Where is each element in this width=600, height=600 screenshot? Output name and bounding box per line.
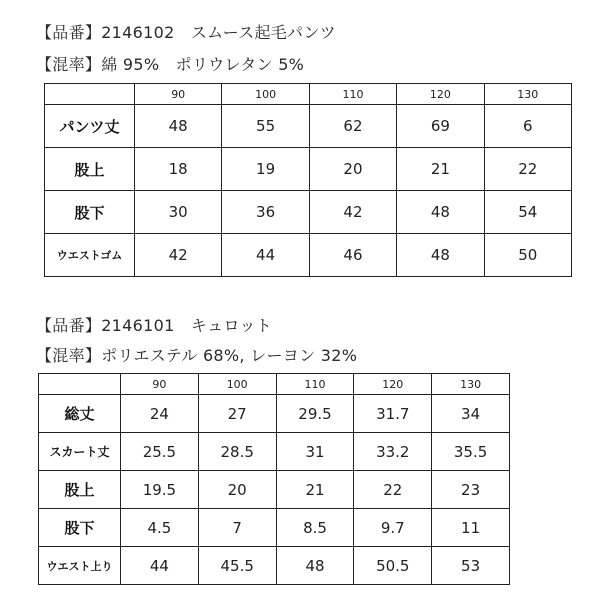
value-cell: 11 xyxy=(432,509,510,547)
table-row xyxy=(39,547,510,585)
product1-code-line: 【品番】2146102 スムース起毛パンツ xyxy=(36,23,336,42)
value-cell: 46 xyxy=(309,234,396,277)
value-cell: 31.7 xyxy=(354,395,432,433)
size-header-cell: 130 xyxy=(432,374,510,395)
value-cell: 35.5 xyxy=(432,433,510,471)
value-cell: 28.5 xyxy=(198,433,276,471)
row-label: ウエストゴム xyxy=(45,234,135,277)
value-cell: 48 xyxy=(276,547,354,585)
row-label: 股下 xyxy=(45,191,135,234)
size-header-cell: 100 xyxy=(222,84,309,105)
value-cell: 34 xyxy=(432,395,510,433)
header-corner-cell xyxy=(39,374,121,395)
product2-code-line: 【品番】2146101 キュロット xyxy=(36,316,273,335)
row-label: 股上 xyxy=(45,148,135,191)
size-table-culottes xyxy=(38,373,510,585)
value-cell: 7 xyxy=(198,509,276,547)
value-cell: 4.5 xyxy=(121,509,199,547)
value-cell: 31 xyxy=(276,433,354,471)
value-cell: 42 xyxy=(135,234,222,277)
value-cell: 8.5 xyxy=(276,509,354,547)
value-cell: 30 xyxy=(135,191,222,234)
value-cell: 29.5 xyxy=(276,395,354,433)
size-header-cell: 110 xyxy=(309,84,396,105)
value-cell: 27 xyxy=(198,395,276,433)
row-label: ウエスト上り xyxy=(39,547,121,585)
header-corner-cell xyxy=(45,84,135,105)
value-cell: 50 xyxy=(484,234,571,277)
value-cell: 48 xyxy=(397,191,484,234)
size-header-cell: 100 xyxy=(198,374,276,395)
size-header-row xyxy=(39,374,510,395)
value-cell: 20 xyxy=(309,148,396,191)
size-header-cell: 120 xyxy=(354,374,432,395)
product2-material-line: 【混率】ポリエステル 68%, レーヨン 32% xyxy=(36,346,358,365)
value-cell: 50.5 xyxy=(354,547,432,585)
value-cell: 42 xyxy=(309,191,396,234)
size-table-pants xyxy=(44,83,572,277)
value-cell: 22 xyxy=(484,148,571,191)
value-cell: 25.5 xyxy=(121,433,199,471)
row-label: パンツ丈 xyxy=(45,105,135,148)
value-cell: 9.7 xyxy=(354,509,432,547)
product1-material-line: 【混率】綿 95% ポリウレタン 5% xyxy=(36,55,305,74)
value-cell: 24 xyxy=(121,395,199,433)
row-label: 総丈 xyxy=(39,395,121,433)
size-header-cell: 120 xyxy=(397,84,484,105)
table-row xyxy=(45,191,572,234)
value-cell: 55 xyxy=(222,105,309,148)
value-cell: 33.2 xyxy=(354,433,432,471)
table-row xyxy=(39,395,510,433)
row-label: スカート丈 xyxy=(39,433,121,471)
value-cell: 18 xyxy=(135,148,222,191)
value-cell: 36 xyxy=(222,191,309,234)
table-row xyxy=(45,148,572,191)
value-cell: 62 xyxy=(309,105,396,148)
row-label: 股下 xyxy=(39,509,121,547)
value-cell: 44 xyxy=(222,234,309,277)
value-cell: 45.5 xyxy=(198,547,276,585)
table-row xyxy=(45,105,572,148)
value-cell: 19.5 xyxy=(121,471,199,509)
value-cell: 54 xyxy=(484,191,571,234)
table-row xyxy=(39,509,510,547)
value-cell: 53 xyxy=(432,547,510,585)
size-header-cell: 90 xyxy=(121,374,199,395)
value-cell: 21 xyxy=(276,471,354,509)
size-header-cell: 90 xyxy=(135,84,222,105)
size-header-row xyxy=(45,84,572,105)
size-header-cell: 110 xyxy=(276,374,354,395)
value-cell: 22 xyxy=(354,471,432,509)
value-cell: 69 xyxy=(397,105,484,148)
table-row xyxy=(45,234,572,277)
value-cell: 19 xyxy=(222,148,309,191)
value-cell: 21 xyxy=(397,148,484,191)
value-cell: 20 xyxy=(198,471,276,509)
value-cell: 48 xyxy=(397,234,484,277)
value-cell: 23 xyxy=(432,471,510,509)
table-row xyxy=(39,433,510,471)
value-cell: 44 xyxy=(121,547,199,585)
row-label: 股上 xyxy=(39,471,121,509)
value-cell: 48 xyxy=(135,105,222,148)
value-cell: 6 xyxy=(484,105,571,148)
size-header-cell: 130 xyxy=(484,84,571,105)
table-row xyxy=(39,471,510,509)
